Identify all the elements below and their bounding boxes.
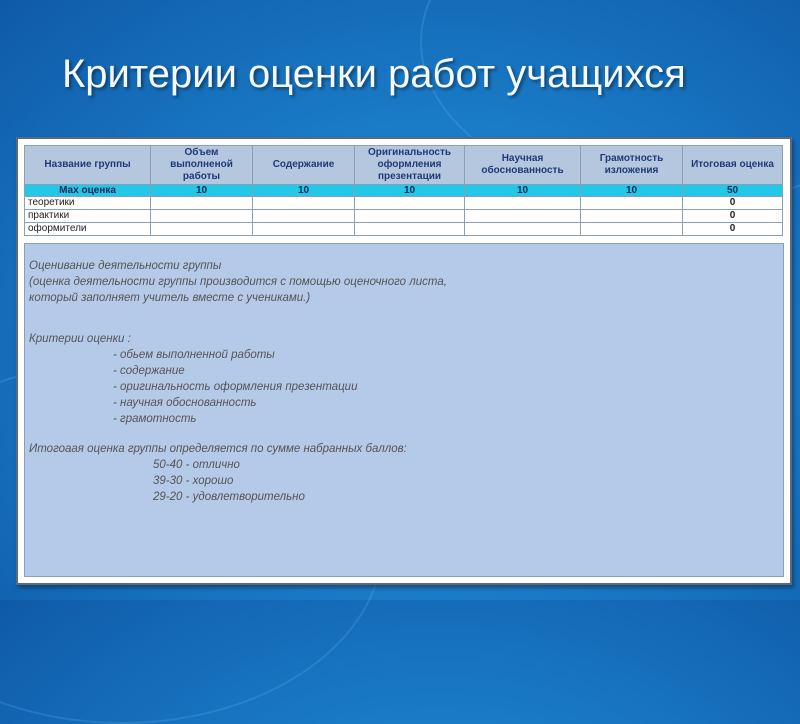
criteria-item: - обьем выполненной работы [113,349,275,361]
criteria-heading: Критерии оценки : [29,333,131,345]
notes-textbox[interactable] [24,243,784,577]
table-cell[interactable]: Мах оценка [25,185,151,197]
table-cell[interactable]: 10 [355,185,465,197]
grade-line: 29-20 - удовлетворительно [153,491,305,503]
table-cell[interactable]: 0 [683,223,783,236]
table-cell[interactable] [253,197,355,210]
notes-intro-line: Оценивание деятельности группы [29,260,222,272]
table-header-row [25,146,783,185]
slide-title: Критерии оценки работ учащихся [62,52,686,96]
criteria-item: - научная обоснованность [113,397,257,409]
header-cell: Итоговая оценка [683,146,783,185]
table-row [25,210,783,223]
table-cell[interactable] [151,223,253,236]
table-cell[interactable]: 0 [683,210,783,223]
table-cell[interactable]: 10 [581,185,683,197]
criteria-item: - содержание [113,365,185,377]
header-cell: Научная обоснованность [465,146,581,185]
header-cell: Оригинальность оформления презентации [355,146,465,185]
table-cell[interactable] [581,197,683,210]
table-cell[interactable]: 10 [465,185,581,197]
table-cell[interactable] [253,210,355,223]
notes-intro-line: (оценка деятельности группы производится с помощью оценочного листа, [29,276,447,288]
table-cell[interactable] [151,210,253,223]
spreadsheet-sheet [16,137,792,585]
table-row [25,223,783,236]
table-cell[interactable]: 10 [253,185,355,197]
table-cell[interactable]: практики [25,210,151,223]
total-score-text: Итогоаая оценка группы определяется по сумме набранных баллов: [29,443,407,455]
table-cell[interactable] [253,223,355,236]
table-cell[interactable] [581,210,683,223]
criteria-table [24,145,783,236]
max-score-row [25,185,783,197]
table-cell[interactable]: теоретики [25,197,151,210]
header-cell: Содержание [253,146,355,185]
table-cell[interactable] [355,223,465,236]
criteria-item: - грамотность [113,413,197,425]
notes-intro-line: который заполняет учитель вместе с учениками.) [29,292,311,304]
table-cell[interactable]: оформители [25,223,151,236]
table-row [25,197,783,210]
grade-line: 50-40 - отлично [153,459,240,471]
table-cell[interactable] [581,223,683,236]
header-cell: Объем выполненой работы [151,146,253,185]
table-cell[interactable] [151,197,253,210]
table-cell[interactable] [465,210,581,223]
table-cell[interactable] [355,197,465,210]
table-cell[interactable]: 50 [683,185,783,197]
header-cell: Грамотность изложения [581,146,683,185]
criteria-item: - оригинальность оформления презентации [113,381,358,393]
table-cell[interactable]: 10 [151,185,253,197]
table-cell[interactable] [465,223,581,236]
grade-line: 39-30 - хорошо [153,475,234,487]
header-cell: Название группы [25,146,151,185]
table-cell[interactable] [465,197,581,210]
table-cell[interactable] [355,210,465,223]
table-cell[interactable]: 0 [683,197,783,210]
